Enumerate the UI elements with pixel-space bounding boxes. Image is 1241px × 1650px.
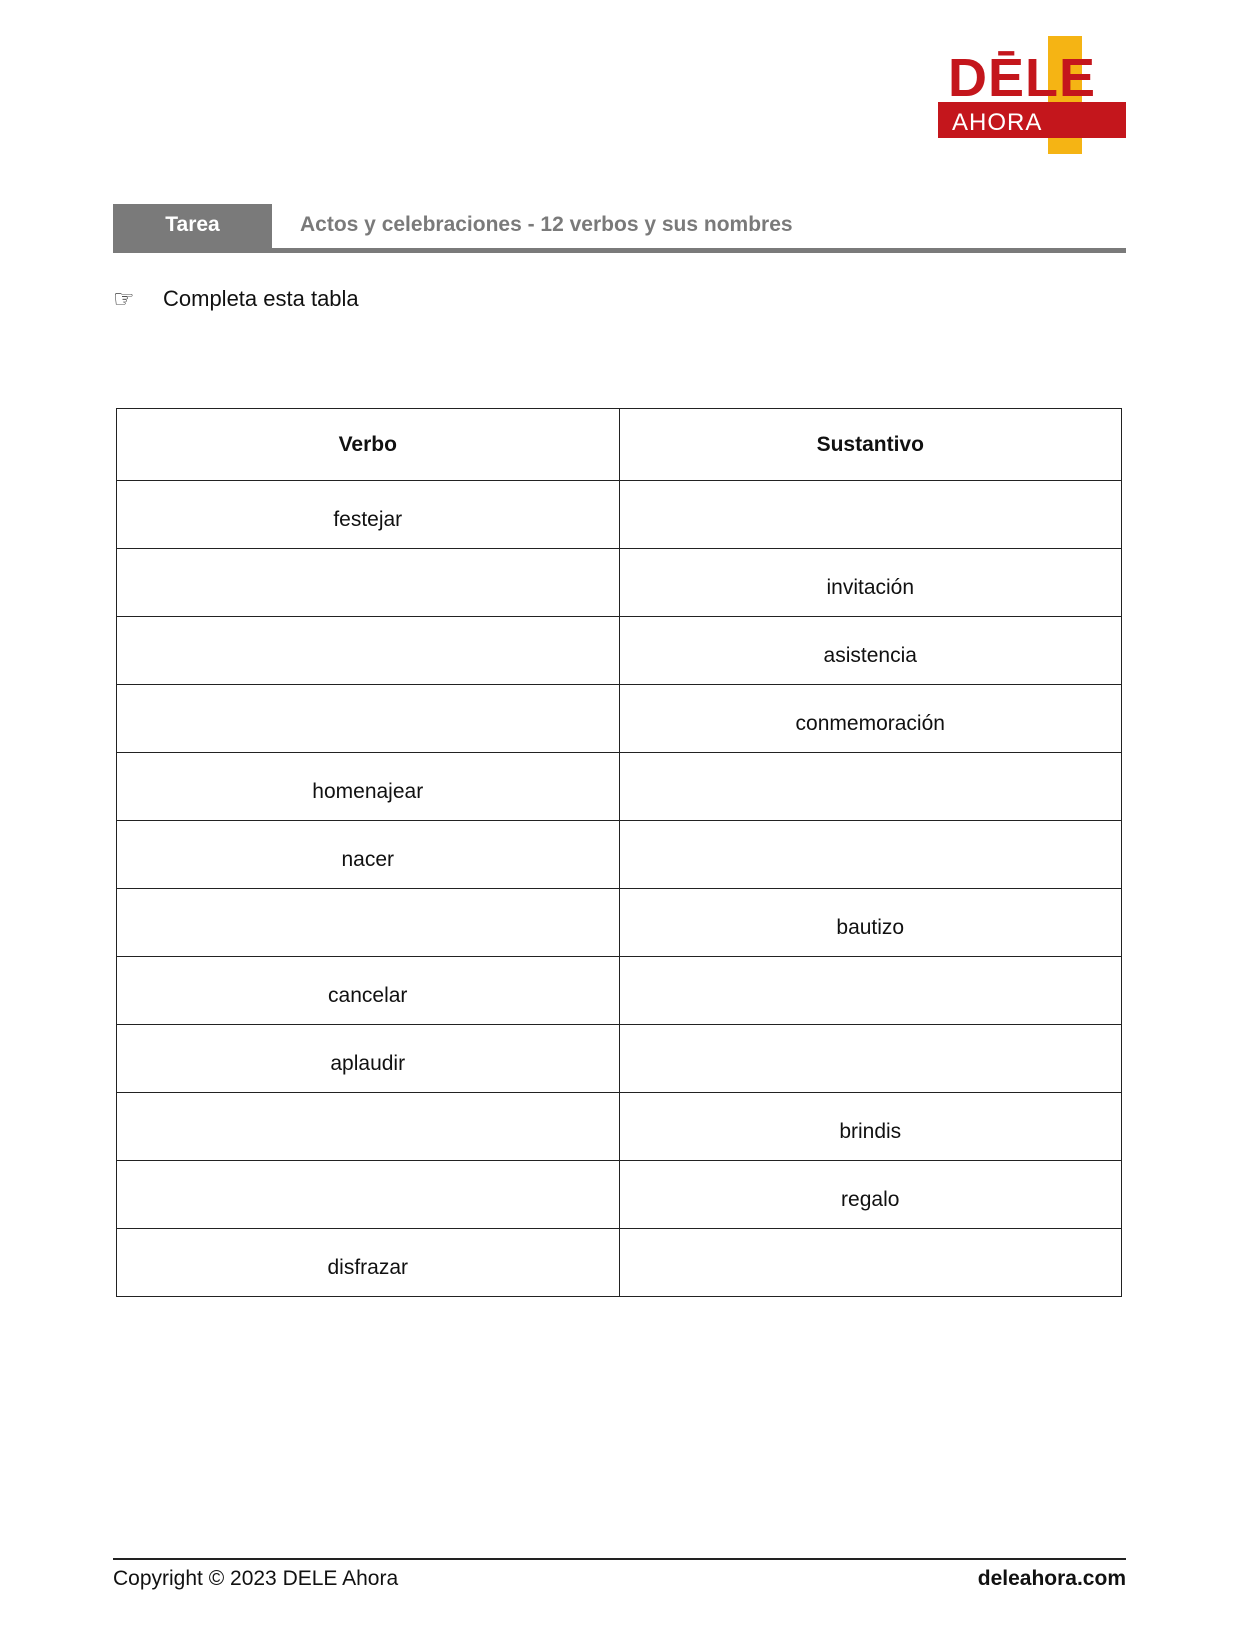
- table-row: [117, 957, 1122, 1025]
- table-row: [117, 1093, 1122, 1161]
- verbo-text: nacer: [341, 847, 395, 871]
- sustantivo-cell: [619, 821, 1122, 889]
- table-row: [117, 617, 1122, 685]
- verbo-text: disfrazar: [327, 1255, 409, 1279]
- logo-wordmark: DĒLE: [948, 48, 1097, 108]
- sustantivo-cell: [619, 549, 1122, 617]
- verbo-text: aplaudir: [330, 1051, 406, 1075]
- sustantivo-text: asistencia: [823, 643, 917, 667]
- verbo-cell: [117, 1161, 620, 1229]
- sustantivo-text: conmemoración: [795, 711, 945, 735]
- header-divider: [113, 248, 1126, 253]
- table-row: [117, 889, 1122, 957]
- column-header-verbo: Verbo: [117, 409, 620, 481]
- copyright-text: Copyright © 2023 DELE Ahora: [113, 1567, 399, 1590]
- task-header: [113, 204, 1126, 254]
- verbo-cell: [117, 957, 620, 1025]
- vocabulary-table: [116, 408, 1122, 1297]
- sustantivo-cell: [619, 753, 1122, 821]
- sustantivo-text: brindis: [839, 1119, 902, 1143]
- sustantivo-cell: [619, 1093, 1122, 1161]
- table-row: [117, 753, 1122, 821]
- verbo-cell: [117, 549, 620, 617]
- task-title: Actos y celebraciones - 12 verbos y sus nombres: [300, 213, 793, 236]
- sustantivo-text: invitación: [826, 575, 915, 599]
- sustantivo-cell: [619, 1229, 1122, 1297]
- sustantivo-text: bautizo: [836, 915, 905, 939]
- verbo-cell: [117, 1229, 620, 1297]
- verbo-cell: [117, 1025, 620, 1093]
- table-header-row: [117, 409, 1122, 481]
- table-row: [117, 1025, 1122, 1093]
- sustantivo-cell: [619, 617, 1122, 685]
- site-link[interactable]: deleahora.com: [977, 1567, 1126, 1590]
- table-row: [117, 1161, 1122, 1229]
- verbo-text: homenajear: [312, 779, 424, 803]
- verbo-text: festejar: [333, 507, 403, 531]
- sustantivo-cell: [619, 1025, 1122, 1093]
- verbo-cell: [117, 821, 620, 889]
- verbo-cell: [117, 685, 620, 753]
- column-header-sustantivo: Sustantivo: [619, 409, 1122, 481]
- task-tag: Tarea: [113, 204, 272, 249]
- sustantivo-cell: [619, 1161, 1122, 1229]
- verbo-cell: [117, 481, 620, 549]
- table-row: [117, 549, 1122, 617]
- sustantivo-text: regalo: [841, 1187, 900, 1211]
- verbo-cell: [117, 753, 620, 821]
- table-row: [117, 1229, 1122, 1297]
- verbo-cell: [117, 1093, 620, 1161]
- instruction-text: Completa esta tabla: [163, 286, 359, 311]
- table-row: [117, 685, 1122, 753]
- pointing-hand-icon: ☞: [113, 285, 135, 313]
- verbo-cell: [117, 889, 620, 957]
- logo-subtitle: AHORA: [952, 109, 1043, 136]
- table-row: [117, 481, 1122, 549]
- sustantivo-cell: [619, 889, 1122, 957]
- sustantivo-cell: [619, 685, 1122, 753]
- verbo-cell: [117, 617, 620, 685]
- footer-divider: [113, 1558, 1126, 1560]
- sustantivo-cell: [619, 481, 1122, 549]
- instruction: [113, 282, 359, 316]
- dele-ahora-logo: [938, 36, 1126, 156]
- table-row: [117, 821, 1122, 889]
- verbo-text: cancelar: [328, 983, 408, 1007]
- sustantivo-cell: [619, 957, 1122, 1025]
